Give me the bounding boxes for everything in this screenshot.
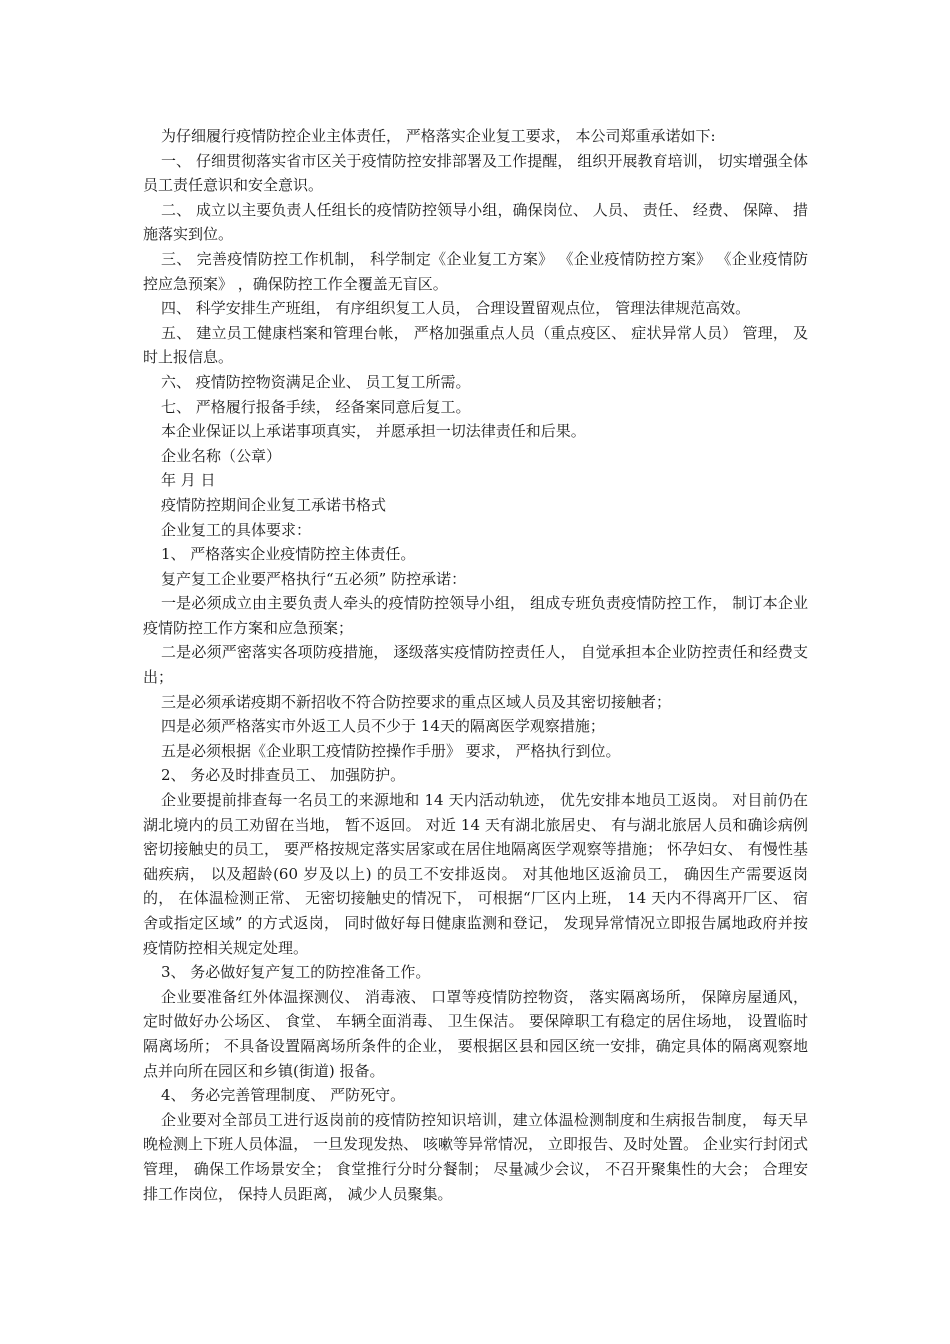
must-item-4: 四是必须严格落实市外返工人员不少于 14天的隔离医学观察措施； — [161, 717, 605, 736]
requirement-4-heading: 4、 务必完善管理制度、 严防死守。 — [161, 1086, 406, 1105]
must-item-1: 一是必须成立由主要负责人牵头的疫情防控领导小组， 组成专班负责疫情防控工作， 制订本企业疫情防控工作方案和应急预案； — [143, 594, 808, 637]
commitment-item-7: 七、 严格履行报备手续， 经备案同意后复工。 — [161, 397, 471, 416]
must-item-3: 三是必须承诺疫期不新招收不符合防控要求的重点区域人员及其密切接触者； — [161, 692, 672, 711]
requirement-2-heading: 2、 务必及时排查员工、 加强防护。 — [161, 766, 406, 785]
requirements-heading: 企业复工的具体要求： — [161, 520, 312, 539]
commitment-item-5: 五、 建立员工健康档案和管理台帐， 严格加强重点人员（重点疫区、 症状异常人员） 管理， 及时上报信息。 — [143, 323, 808, 367]
requirement-3-heading: 3、 务必做好复产复工的防控准备工作。 — [161, 963, 431, 982]
commitment-item-6: 六、 疫情防控物资满足企业、 员工复工所需。 — [161, 372, 471, 391]
must-item-5: 五是必须根据《企业职工疫情防控操作手册》 要求， 严格执行到位。 — [161, 741, 621, 760]
requirement-2-body: 企业要提前排查每一名员工的来源地和 14 天内活动轨迹， 优先安排本地员工返岗。 对目前仍在湖北境内的员工劝留在当地， 暂不返回。 对近 14 天有湖北旅居史、 有与湖北旅居人员和确诊病例密切接触史的员工， 要严格按规定落实居家或在居住地隔离医学观察等措施； 怀孕妇女、 有慢性基础疾病， 以及超龄(60 岁及以上) 的员工不安排返岗。 对其他地区返渝员工， 确因生产需要返岗的， 在体温检测正常、 无密切接触史的情况下， 可根据“厂区内上班， 14 天内不得离开厂区、 宿舍或指定区域” 的方式返岗， 同时做好每日健康监测和登记， 发现异常情况立即报告属地政府并按疫情防控相关规定处理。 — [143, 791, 808, 957]
guarantee-statement: 本企业保证以上承诺事项真实， 并愿承担一切法律责任和后果。 — [161, 422, 586, 441]
commitment-item-2: 二、 成立以主要负责人任组长的疫情防控领导小组，确保岗位、 人员、 责任、 经费、 保障、 措施落实到位。 — [143, 200, 808, 244]
requirement-1-heading: 1、 严格落实企业疫情防控主体责任。 — [161, 545, 416, 564]
intro-paragraph: 为仔细履行疫情防控企业主体责任， 严格落实企业复工要求， 本公司郑重承诺如下: — [161, 127, 716, 145]
five-musts-intro: 复产复工企业要严格执行“五必须” 防控承诺： — [161, 569, 467, 588]
commitment-item-3: 三、 完善疫情防控工作机制， 科学制定《企业复工方案》 《企业疫情防控方案》 《企业疫情防控应急预案》 ，确保防控工作全覆盖无盲区。 — [143, 249, 808, 293]
date-line: 年 月 日 — [161, 471, 216, 490]
commitment-item-1: 一、 仔细贯彻落实省市区关于疫情防控安排部署及工作提醒， 组织开展教育培训， 切实增强全体员工责任意识和安全意识。 — [143, 151, 808, 195]
section-title: 疫情防控期间企业复工承诺书格式 — [161, 495, 387, 514]
must-item-2: 二是必须严密落实各项防疫措施， 逐级落实疫情防控责任人， 自觉承担本企业防控责任和经费支出； — [143, 643, 808, 687]
document-body — [143, 124, 808, 1206]
requirement-4-body: 企业要对全部员工进行返岗前的疫情防控知识培训，建立体温检测制度和生病报告制度， 每天早晚检测上下班人员体温， 一旦发现发热、 咳嗽等异常情况， 立即报告、及时处置。 企业实行封闭式管理， 确保工作场景安全； 食堂推行分时分餐制； 尽量减少会议， 不召开聚集性的大会； 合理安排工作岗位， 保持人员距离， 减少人员聚集。 — [143, 1110, 808, 1203]
commitment-item-4: 四、 科学安排生产班组， 有序组织复工人员， 合理设置留观点位， 管理法律规范高效。 — [161, 299, 751, 318]
requirement-3-body: 企业要准备红外体温探测仪、 消毒液、 口罩等疫情防控物资， 落实隔离场所， 保障房屋通风， 定时做好办公场区、 食堂、 车辆全面消毒、 卫生保洁。 要保障职工有稳定的居住场地， 设置临时隔离场所； 不具备设置隔离场所条件的企业， 要根据区县和园区统一安排，确定具体的隔离观察地点并向所在园区和乡镇(街道) 报备。 — [143, 987, 808, 1080]
company-name-seal: 企业名称（公章） — [161, 446, 282, 465]
